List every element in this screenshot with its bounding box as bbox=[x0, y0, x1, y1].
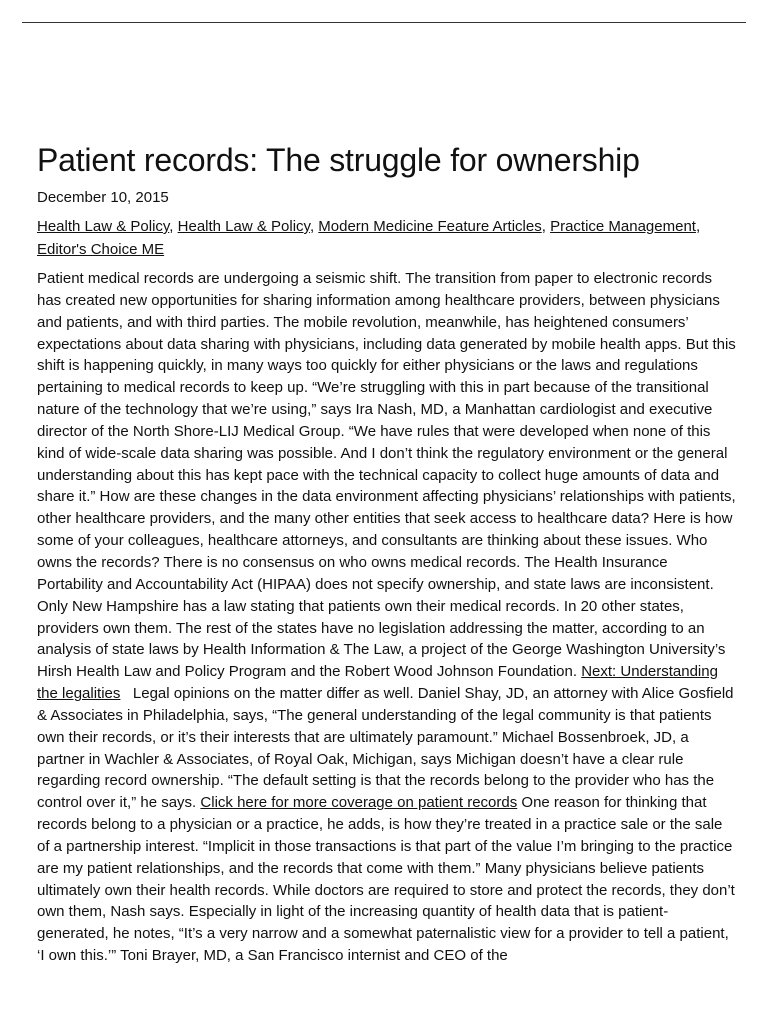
category-link-practice-management[interactable]: Practice Management bbox=[550, 218, 696, 235]
category-link-modern-medicine-feature-articles[interactable]: Modern Medicine Feature Articles bbox=[318, 218, 542, 235]
category-link-editors-choice[interactable]: Editor's Choice ME bbox=[37, 241, 165, 258]
next-page-link[interactable]: Next: Understanding the legalities bbox=[37, 663, 718, 703]
body-paragraph-part-2: Legal opinions on the matter differ as well. Daniel Shay, JD, an attorney with Alice Gosfield & Associates in Philadelphia, says, “The general understanding of the legal community is that patients own their records, or it’s their interests that are ultimately paramount.” Michael Bossenbroek, JD, a partner in Wachler & Associates, of Royal Oak, Michigan, says Michigan doesn’t have a clear rule regarding record ownership. “The default setting is that the records belong to the provider who has the control over it,” he says. bbox=[37, 685, 738, 812]
article-body bbox=[37, 268, 737, 967]
article bbox=[37, 138, 737, 967]
category-link-health-law-policy[interactable]: Health Law & Policy bbox=[37, 218, 170, 235]
more-coverage-link[interactable]: Click here for more coverage on patient records bbox=[200, 794, 518, 812]
article-title: Patient records: The struggle for ownership bbox=[37, 142, 640, 178]
category-list: Health Law & Policy, Health Law & Policy, Modern Medicine Feature Articles, Practice Management, Editor's Choice ME bbox=[37, 218, 701, 258]
category-link-health-law-policy-2[interactable]: Health Law & Policy bbox=[177, 218, 310, 235]
top-divider bbox=[22, 22, 746, 23]
article-date: December 10, 2015 bbox=[37, 189, 169, 206]
body-paragraph-part-1: Patient medical records are undergoing a seismic shift. The transition from paper to electronic records has created new opportunities for sharing information among healthcare providers, between physicians and patients, and with third parties. The mobile revolution, meanwhile, has heightened consumers’ expectations about data sharing with physicians, including data generated by mobile health apps. But this shift is happening quickly, in many ways too quickly for either physicians or the laws and regulations pertaining to medical records to keep up. “We’re struggling with this in part because of the transitional nature of the technology that we’re using,” says Ira Nash, MD, a Manhattan cardiologist and executive director of the North Shore-LIJ Medical Group. “We have rules that were developed when none of this kind of wide-scale data sharing was possible. And I don’t think the regulatory environment or the general understanding about this has kept pace with the technical capacity to collect huge amounts of data and share it.” How are these changes in the data environment affecting physicians’ relationships with patients, other healthcare providers, and the many other entities that seek access to healthcare data? Here is how some of your colleagues, healthcare attorneys, and consultants are thinking about these issues. Who owns the records? There is no consensus on who owns medical records. The Health Insurance Portability and Accountability Act (HIPAA) does not specify ownership, and state laws are inconsistent. Only New Hampshire has a law stating that patients own their medical records. In 20 other states, providers own them. The rest of the states have no legislation addressing the matter, according to an analysis of state laws by Health Information & The Law, a project of the George Washington University’s Hirsh Health Law and Policy Program and the Robert Wood Johnson Foundation. bbox=[37, 270, 736, 681]
body-paragraph-part-3: One reason for thinking that records belong to a physician or a practice, he adds, is how they’re treated in a practice sale or the sale of a partnership interest. “Implicit in those transactions is that part of the value I’m bringing to the practice are my patient relationships, and the records that come with them.” Many physicians believe patients ultimately own their health records. While doctors are required to store and protect the records, they don’t own them, Nash says. Especially in light of the increasing quantity of health data that is patient-generated, he notes, “It’s a very narrow and a somewhat paternalistic view for a provider to tell a patient, ‘I own this.’” Toni Brayer, MD, a San Francisco internist and CEO of the bbox=[37, 794, 735, 965]
